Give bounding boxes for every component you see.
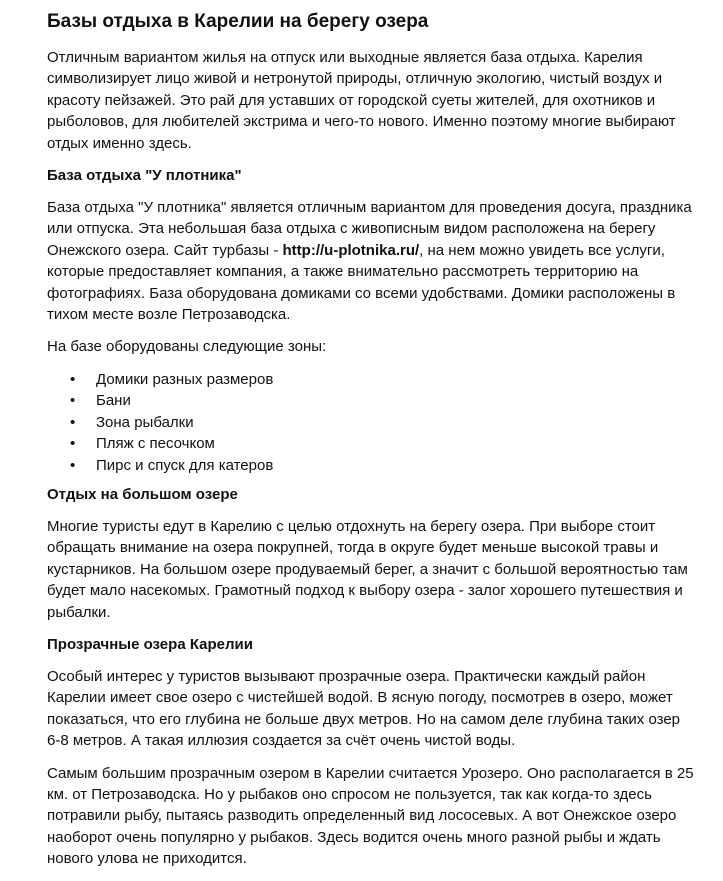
list-item: • Домики разных размеров (47, 369, 697, 390)
u-plotnika-site-link[interactable]: http://u-plotnika.ru/ (282, 241, 420, 259)
article (47, 10, 697, 881)
list-item: • Пирс и спуск для катеров (47, 455, 697, 476)
intro-paragraph: Отличным вариантом жилья на отпуск или выходные является база отдыха. Карелия символизирует лицо живой и нетронутой природы, отличную экологию, чистый воздух и красоту пейзажей. Это рай для уставших от городской суеты жителей, для охотников и рыболовов, для любителей экстрима и чего-то нового. Именно поэтому многие выбирают отдых именно здесь. (47, 49, 676, 152)
list-item: • Пляж с песочком (47, 433, 697, 454)
u-plotnika-text-after: , на нем можно увидеть все услуги, которые предоставляет компания, а также внимательно рассмотреть территорию на фотографиях. База оборудована домиками со всеми удобствами. Домики расположены в тихом месте возле Петрозаводска. (47, 241, 676, 324)
zones-list (47, 369, 697, 476)
clear-lakes-paragraph-1: Особый интерес у туристов вызывают прозрачные озера. Практически каждый район Карелии имеет свое озеро с чистейшей водой. В ясную погоду, посмотрев в озеро, может показаться, что его глубина не больше двух метров. Но на самом деле глубина таких озер 6-8 метров. А такая иллюзия создается за счёт очень чистой воды. (47, 667, 681, 750)
list-item: • Бани (47, 390, 697, 411)
zones-intro-paragraph: На базе оборудованы следующие зоны: (47, 338, 327, 356)
page-title: Базы отдыха в Карелии на берегу озера (47, 11, 429, 32)
u-plotnika-text-before: База отдыха "У плотника" является отличным вариантом для проведения досуга, праздника или отпуска. Эта небольшая база отдыха с живописным видом расположена на берегу Онежского озера. Сайт турбазы - (47, 199, 692, 259)
bullet-icon: • (70, 435, 76, 453)
section-heading-big-lake: Отдых на большом озере (47, 485, 238, 503)
bullet-icon: • (70, 392, 76, 410)
section-heading-clear-lakes: Прозрачные озера Карелии (47, 635, 253, 653)
clear-lakes-paragraph-2: Самым большим прозрачным озером в Карелии считается Урозеро. Оно располагается в 25 км. от Петрозаводска. Но у рыбаков оно спросом не пользуется, так как когда-то здесь потравили рыбу, пытаясь разводить определенный вид лососевых. А вот Онежское озеро наоборот очень популярно у рыбаков. Здесь водится очень много разной рыбы и ждать нового улова не приходится. (47, 764, 694, 868)
bullet-icon: • (70, 370, 76, 388)
u-plotnika-paragraph (47, 197, 697, 325)
bullet-icon: • (70, 413, 76, 431)
bullet-icon: • (70, 456, 76, 474)
list-item: • Зона рыбалки (47, 412, 697, 433)
big-lake-paragraph: Многие туристы едут в Карелию с целью отдохнуть на берегу озера. При выборе стоит обращать внимание на озера покрупней, тогда в округе будет меньше высокой травы и кустарников. На большом озере продуваемый берег, а значит с большой вероятностью там будет мало насекомых. Грамотный подход к выбору озера - залог хорошего путешествия и рыбалки. (47, 517, 688, 621)
section-heading-u-plotnika: База отдыха "У плотника" (47, 167, 242, 185)
